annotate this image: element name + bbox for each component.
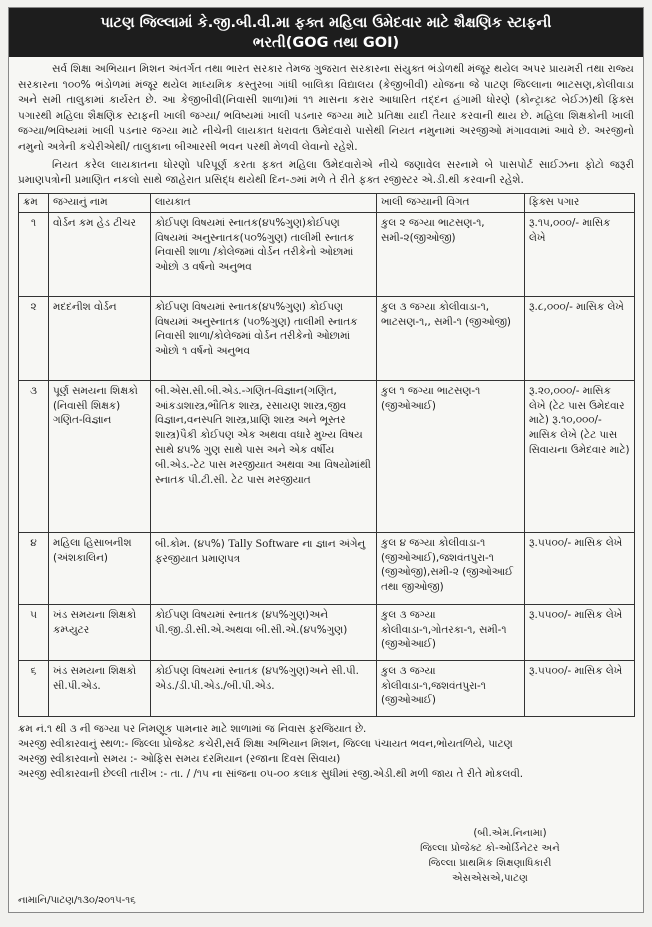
header-serial: ક્રમ — [19, 193, 49, 212]
table-row — [19, 660, 635, 716]
header-post-name: જગ્યાનું નામ — [49, 193, 151, 212]
note-last-date: અરજી સ્વીકારવાની છેલ્લી તારીખ :- તા. / /૧૫ ના સાંજના ૦૫-૦૦ કલાક સુધીમાં રજી.એડી.થી મળી જાય તે રીતે મોકલવી. — [18, 767, 524, 780]
intro-paragraph-2: નિયત કરેલ લાયકાતના ધોરણો પરિપૂર્ણ કરતા ફક્ત મહિલા ઉમેદવારોએ નીચે જણાવેલ સરનામે બે પાસપોર્ટ સાઈઝના ફોટો જરૂરી પ્રમાણપત્રોની પ્રમાણિત નકલો સાથે જાહેરાત પ્રસિદ્ધ થયેથી દિન-૭માં મળે તે રીતે ફક્ત રજીસ્ટર એ.ડી.થી કરવાની રહેશે. — [18, 158, 634, 187]
row-qualification: કોઈપણ વિષયમાં સ્નાતક(૪૫%ગુણ)કોઈપણ વિષયમાં અનુસ્નાતક(૫૦%ગુણ) તાલીમી સ્નાતક નિવાસી શાળા /કોલેજમાં વોર્ડન તરીકેનો ઓછામાં ઓછો ૩ વર્ષનો અનુભવ — [151, 212, 377, 296]
header-salary: ફિક્સ પગાર — [525, 193, 635, 212]
row-vacancy: કુલ ૨ જગ્યા ભાટસણ-૧, સમી-૨(જીઓજી) — [377, 212, 525, 296]
qual-software: Tally Software — [228, 535, 299, 550]
row-vacancy: કુલ ૧ જગ્યા ભાટસણ-૧ (જીઓઆઈ) — [377, 380, 525, 532]
qual-prefix: બી.કોમ. (૪૫%) — [155, 537, 225, 550]
row-serial: ૨ — [19, 296, 49, 380]
row-qualification: કોઈપણ વિષયમાં સ્નાતક (૪૫%ગુણ)અને સી.પી. એડ./ડી.પી.એડ./બી.પી.એડ. — [151, 660, 377, 716]
row-qualification — [151, 532, 377, 604]
row-salary: રૂ.૫૫૦૦/- માસિક લેખે — [525, 532, 635, 604]
row-serial: ૫ — [19, 604, 49, 660]
advertisement-page — [8, 7, 644, 913]
intro-paragraph-1: સર્વ શિક્ષા અભિયાન મિશન અંતર્ગત તથા ભારત સરકાર તેમજ ગુજરાત સરકારના સંયુક્ત ભંડોળથી મંજૂર થયેલ અપર પ્રાયમરી તથા રાજ્ય સરકારના ૧૦૦% ભંડોળમાં મંજૂર થયેલ માધ્યમિક કસ્તુરબા ગાંધી બાલિકા વિદ્યાલય (કેજીબીવી) યોજના જે પાટણ જિલ્લાના ભાટસણ,કોલીવાડા અને સમી તાલુકામાં કાર્યરત છે. આ કેજીબીવી(નિવાસી શાળા)માં ૧૧ માસના કરાર આધારિત તદ્દન હંગામી ધોરણે (કોન્ટ્રાક્ટ બેઈઝ)થી ફિક્સ પગારથી મહિલા શૈક્ષણિક સ્ટાફની ખાલી જગ્યા/ ભવિષ્યમાં ખાલી પડનાર જગ્યા માટે પ્રતિક્ષા યાદી તૈયાર કરવાની થાય છે. મહિલા શિક્ષકોની ખાલી જગ્યા/ભવિષ્યમાં ખાલી પડનાર જગ્યા માટે નીચેની લાયકાત ધરાવતા ઉમેદવારો પાસેથી નિયત નમુનામાં અરજીઓ મંગાવવામાં આવે છે. અરજીનો નમુનો અત્રેની કચેરીએથી/ તાલુકાના બીઆરસી ભવન પરથી મેળવી લેવાનો રહેશે. — [18, 63, 634, 153]
table-row — [19, 212, 635, 296]
row-salary: રૂ.૧૫,૦૦૦/- માસિક લેખે — [525, 212, 635, 296]
row-vacancy: કુલ ૩ જગ્યા કોલીવાડા-૧,જશવંતપુરા-૧ (જીઓઆઈ) — [377, 660, 525, 716]
table-row — [19, 532, 635, 604]
row-post-name: ખંડ સમયના શિક્ષકો સી.પી.એડ. — [49, 660, 151, 716]
note-application-place: અરજી સ્વીકારવાનું સ્થળ:- જિલ્લા પ્રોજેક્ટ કચેરી,સર્વ શિક્ષા અભિયાન મિશન, જિલ્લા પંચાયત ભવન,ભોયતળિયે, પાટણ — [18, 737, 513, 750]
qual-suffix: ના જ્ઞાન અંગેનુ ફરજીયાત પ્રમાણપત્ર — [155, 537, 366, 565]
header-title-line2: ભરતી(GOG તથા GOI) — [252, 35, 400, 51]
row-vacancy: કુલ ૩ જગ્યા કોલીવાડા-૧, ભાટસણ-૧,, સમી-૧ (જીઓજી) — [377, 296, 525, 380]
signatory-name: (બી.એમ.નિનામા) — [473, 828, 547, 839]
table-header-row — [19, 193, 635, 212]
row-qualification: કોઈપણ વિષયમાં સ્નાતક (૪૫%ગુણ)અને પી.જી.ડી.સી.એ.અથવા બી.સી.એ.(૪૫%ગુણ) — [151, 604, 377, 660]
table-row — [19, 296, 635, 380]
signatory-office: એસએસએ,પાટણ — [452, 873, 528, 884]
row-qualification: કોઈપણ વિષયમાં સ્નાતક(૪૫%ગુણ) કોઈપણ વિષયમાં અનુસ્નાતક (૫૦%ગુણ) તાલીમી સ્નાતક નિવાસી શાળા/કોલેજમાં વોર્ડન તરીકેનો ઓછામાં ઓછો ૧ વર્ષનો અનુભવ — [151, 296, 377, 380]
reference-number: નામાનિ/પાટણ/૧૩૦/૨૦૧૫-૧૬ — [18, 895, 136, 906]
row-salary: રૂ.૨૦,૦૦૦/- માસિક લેખે (ટેટ પાસ ઉમેદવાર માટે) રૂ.૧૦,૦૦૦/- માસિક લેખે (ટેટ પાસ સિવાયના ઉમેદવાર માટે) — [525, 380, 635, 532]
note-application-time: અરજી સ્વીકારવાનો સમય :- ઓફિસ સમય દરમિયાન (રજાના દિવસ સિવાય) — [18, 752, 341, 765]
row-serial: ૪ — [19, 532, 49, 604]
signatory-designation-2: જિલ્લા પ્રાથમિક શિક્ષણાધિકારી — [428, 858, 552, 869]
footer-notes — [9, 717, 643, 782]
row-qualification: બી.એસ.સી.બી.એડ.-ગણિત-વિજ્ઞાન(ગણિત, આંકડાશાસ્ત્ર,ભૌતિક શાસ્ત્ર, રસાયણ શાસ્ત્ર,જીવ વિજ્ઞાન,વનસ્પતિ શાસ્ત્ર,પ્રાણિ શાસ્ત્ર અને ભૂસ્તર શાસ્ત્ર)પૈકી કોઈપણ એક અથવા વધારે મુખ્ય વિષય સાથે ૪૫% ગુણ સાથે પાસ અને એક વર્ષીય બી.એડ.-ટેટ પાસ મરજીયાત અથવા અ। વિષયોમાંથી સ્નાતક પી.ટી.સી. ટેટ પાસ મરજીયાત — [151, 380, 377, 532]
row-salary: રૂ.૫૫૦૦/- માસિક લેખે — [525, 660, 635, 716]
row-post-name: મદદનીશ વોર્ડન — [49, 296, 151, 380]
row-salary: રૂ.૫૫૦૦/- માસિક લેખે — [525, 604, 635, 660]
header-qualification: લાયકાત — [151, 193, 377, 212]
posts-table — [18, 193, 635, 717]
intro-section — [9, 57, 643, 189]
row-vacancy: કુલ ૪ જગ્યા કોલીવાડા-૧ (જીઓઆઈ),જશવંતપુરા-૧ (જીઓજી),સમી-૨ (જીઓઆઈ તથા જીઓજી) — [377, 532, 525, 604]
table-row — [19, 604, 635, 660]
row-post-name: મહિલા હિસાબનીશ (અંશકાલિન) — [49, 532, 151, 604]
row-vacancy: કુલ ૩ જગ્યા કોલીવાડા-૧,ગોતરકા-૧, સમી-૧ (જીઓઆઈ) — [377, 604, 525, 660]
row-serial: ૩ — [19, 380, 49, 532]
signatory-designation-1: જિલ્લા પ્રોજેક્ટ કો-ઓર્ડિનેટર અને — [420, 843, 560, 854]
row-post-name: પૂર્ણ સમયના શિક્ષકો (નિવાસી શિક્ષક) ગણિત-વિજ્ઞાન — [49, 380, 151, 532]
header-vacancy: ખાલી જગ્યાની વિગત — [377, 193, 525, 212]
table-row — [19, 380, 635, 532]
note-residence: ક્રમ નં.૧ થી ૩ ની જગ્યા પર નિમણૂક પામનાર માટે શાળામાં જ નિવાસ ફરજિયાત છે. — [18, 722, 367, 735]
row-salary: રૂ.૮,૦૦૦/- માસિક લેખે — [525, 296, 635, 380]
advertisement-header — [9, 8, 643, 57]
signature-block — [365, 826, 615, 886]
header-title-line1: પાટણ જિલ્લામાં કે.જી.બી.વી.મા ફક્ત મહિલા ઉમેદવાર માટે શૈક્ષણિક સ્ટાફની — [100, 15, 552, 31]
row-serial: ૧ — [19, 212, 49, 296]
row-serial: ૬ — [19, 660, 49, 716]
row-post-name: ખંડ સમયના શિક્ષકો કમ્પ્યુટર — [49, 604, 151, 660]
row-post-name: વોર્ડન કમ હેડ ટીચર — [49, 212, 151, 296]
